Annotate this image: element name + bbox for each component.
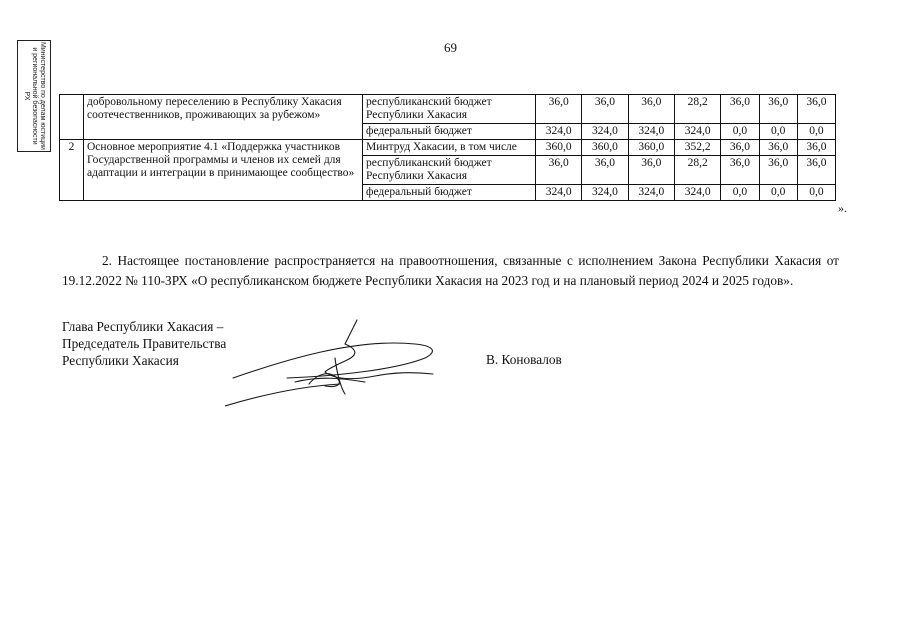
table-cell: 324,0	[582, 185, 628, 201]
resolution-paragraph: 2. Настоящее постановление распространяется на правоотношения, связанные с исполнением Закона Республики Хакасия от 19.12.2022 № 110-ЗРХ «О республиканском бюджете Республики Хакасия на 2023 год и на плановый период 2024 и 2025 годов».	[62, 253, 839, 289]
handwritten-signature	[225, 318, 465, 408]
table-cell: 324,0	[628, 185, 674, 201]
table-cell: 0,0	[759, 185, 797, 201]
table-cell: 36,0	[628, 95, 674, 124]
table-cell: 36,0	[759, 140, 797, 156]
table-cell: 36,0	[582, 95, 628, 124]
table-cell: 324,0	[674, 124, 720, 140]
signer-title-line: Республики Хакасия	[62, 353, 179, 368]
closing-quote-mark: ».	[838, 201, 847, 215]
table-cell: 36,0	[797, 95, 835, 124]
table-cell: 36,0	[536, 156, 582, 185]
activity-name: Основное мероприятие 4.1 «Поддержка участников Государственной программы и членов их семей для адаптации и интеграции в принимающее сообщество»	[84, 140, 363, 201]
table-cell: 324,0	[536, 124, 582, 140]
funding-source: федеральный бюджет	[363, 124, 536, 140]
table-cell: 0,0	[721, 185, 759, 201]
table-cell: 360,0	[582, 140, 628, 156]
funding-source: республиканский бюджет Республики Хакасия	[363, 95, 536, 124]
table-cell: 0,0	[721, 124, 759, 140]
table-cell: 36,0	[759, 156, 797, 185]
funding-source: федеральный бюджет	[363, 185, 536, 201]
stamp-text: Министерство по делам юстиции и региональной безопасности РХ	[23, 42, 46, 150]
page-number: 69	[444, 40, 457, 55]
budget-table	[59, 94, 836, 201]
activity-name: добровольному переселению в Республику Хакасия соотечественников, проживающих за рубежом»	[84, 95, 363, 140]
table-cell: 36,0	[536, 95, 582, 124]
table-cell: 36,0	[582, 156, 628, 185]
table-cell: 0,0	[797, 124, 835, 140]
table-cell: 36,0	[628, 156, 674, 185]
table-cell: 0,0	[797, 185, 835, 201]
table-cell: 352,2	[674, 140, 720, 156]
table-cell: 28,2	[674, 156, 720, 185]
signer-title-line: Глава Республики Хакасия –	[62, 319, 224, 334]
signer-title-line: Председатель Правительства	[62, 336, 227, 351]
table-cell: 36,0	[721, 95, 759, 124]
table-cell: 36,0	[797, 140, 835, 156]
table-cell: 324,0	[674, 185, 720, 201]
registration-stamp	[17, 40, 51, 152]
table-cell: 0,0	[759, 124, 797, 140]
table-cell: 324,0	[582, 124, 628, 140]
table-cell: 28,2	[674, 95, 720, 124]
table-cell: 36,0	[721, 156, 759, 185]
signer-name: В. Коновалов	[486, 352, 562, 367]
table-cell: 360,0	[628, 140, 674, 156]
table-row	[60, 140, 836, 156]
funding-source: Минтруд Хакасии, в том числе	[363, 140, 536, 156]
table-cell: 36,0	[759, 95, 797, 124]
row-number	[60, 95, 84, 140]
signer-title	[62, 318, 226, 369]
table-cell: 36,0	[721, 140, 759, 156]
table-row	[60, 95, 836, 124]
funding-source: республиканский бюджет Республики Хакасия	[363, 156, 536, 185]
table-cell: 360,0	[536, 140, 582, 156]
row-number: 2	[60, 140, 84, 201]
table-cell: 36,0	[797, 156, 835, 185]
table-cell: 324,0	[628, 124, 674, 140]
table-cell: 324,0	[536, 185, 582, 201]
